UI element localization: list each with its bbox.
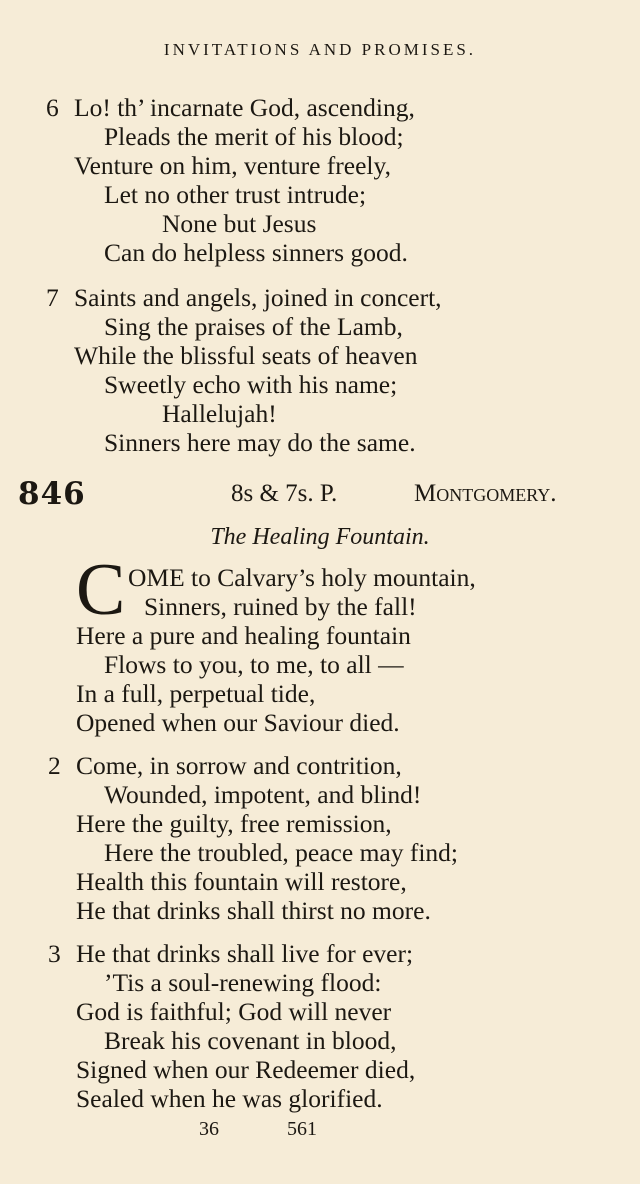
stanza-line: Here the guilty, free remission, — [76, 809, 392, 838]
stanza-line: Sing the praises of the Lamb, — [104, 312, 403, 341]
stanza-line: God is faithful; God will never — [76, 997, 392, 1026]
hymn-meter: 8s & 7s. P. — [231, 480, 338, 507]
stanza-line: While the blissful seats of heaven — [74, 341, 418, 370]
stanza-line: Sinners, ruined by the fall! — [144, 592, 417, 621]
stanza-line: Sweetly echo with his name; — [104, 370, 398, 399]
stanza-line: Let no other trust intrude; — [104, 180, 367, 209]
drop-cap: C — [76, 549, 126, 631]
hymn-title: The Healing Fountain. — [210, 524, 430, 550]
stanza-line: In a full, perpetual tide, — [76, 679, 316, 708]
stanza-line: Hallelujah! — [162, 399, 277, 428]
stanza-line: Come, in sorrow and contrition, — [76, 751, 402, 780]
stanza-line: Lo! th’ incarnate God, ascending, — [74, 93, 415, 122]
stanza-line: Opened when our Saviour died. — [76, 708, 400, 737]
stanza-line: Wounded, impotent, and blind! — [104, 780, 422, 809]
stanza-number: 7 — [46, 283, 59, 312]
stanza-number: 3 — [48, 939, 61, 968]
stanza-line: Sinners here may do the same. — [104, 428, 416, 457]
signature-mark: 36 — [199, 1118, 219, 1140]
hymn-header — [0, 476, 640, 516]
stanza-line: Here a pure and healing fountain — [76, 621, 411, 650]
stanza-line: Signed when our Redeemer died, — [76, 1055, 416, 1084]
stanza-line: OME to Calvary’s holy mountain, — [128, 563, 476, 592]
stanza-line: He that drinks shall thirst no more. — [76, 896, 431, 925]
stanza-line: Saints and angels, joined in concert, — [74, 283, 442, 312]
hymn-author: Montgomery. — [414, 480, 557, 507]
stanza-line: He that drinks shall live for ever; — [76, 939, 414, 968]
stanza-line: Here the troubled, peace may find; — [104, 838, 459, 867]
stanza-line: Break his covenant in blood, — [104, 1026, 397, 1055]
stanza-line: ’Tis a soul-renewing flood: — [104, 968, 382, 997]
page-number: 561 — [287, 1118, 317, 1140]
stanza-line: Venture on him, venture freely, — [74, 151, 391, 180]
stanza-number: 6 — [46, 93, 59, 122]
stanza-line: Health this fountain will restore, — [76, 867, 407, 896]
running-head: INVITATIONS AND PROMISES. — [163, 40, 477, 59]
hymn-number: 846 — [18, 476, 86, 512]
stanza-line: Sealed when he was glorified. — [76, 1084, 383, 1113]
stanza-line: Can do helpless sinners good. — [104, 238, 408, 267]
stanza-line: Pleads the merit of his blood; — [104, 122, 404, 151]
stanza-line: None but Jesus — [162, 209, 317, 238]
stanza-line: Flows to you, to me, to all — — [104, 650, 404, 679]
stanza-number: 2 — [48, 751, 61, 780]
